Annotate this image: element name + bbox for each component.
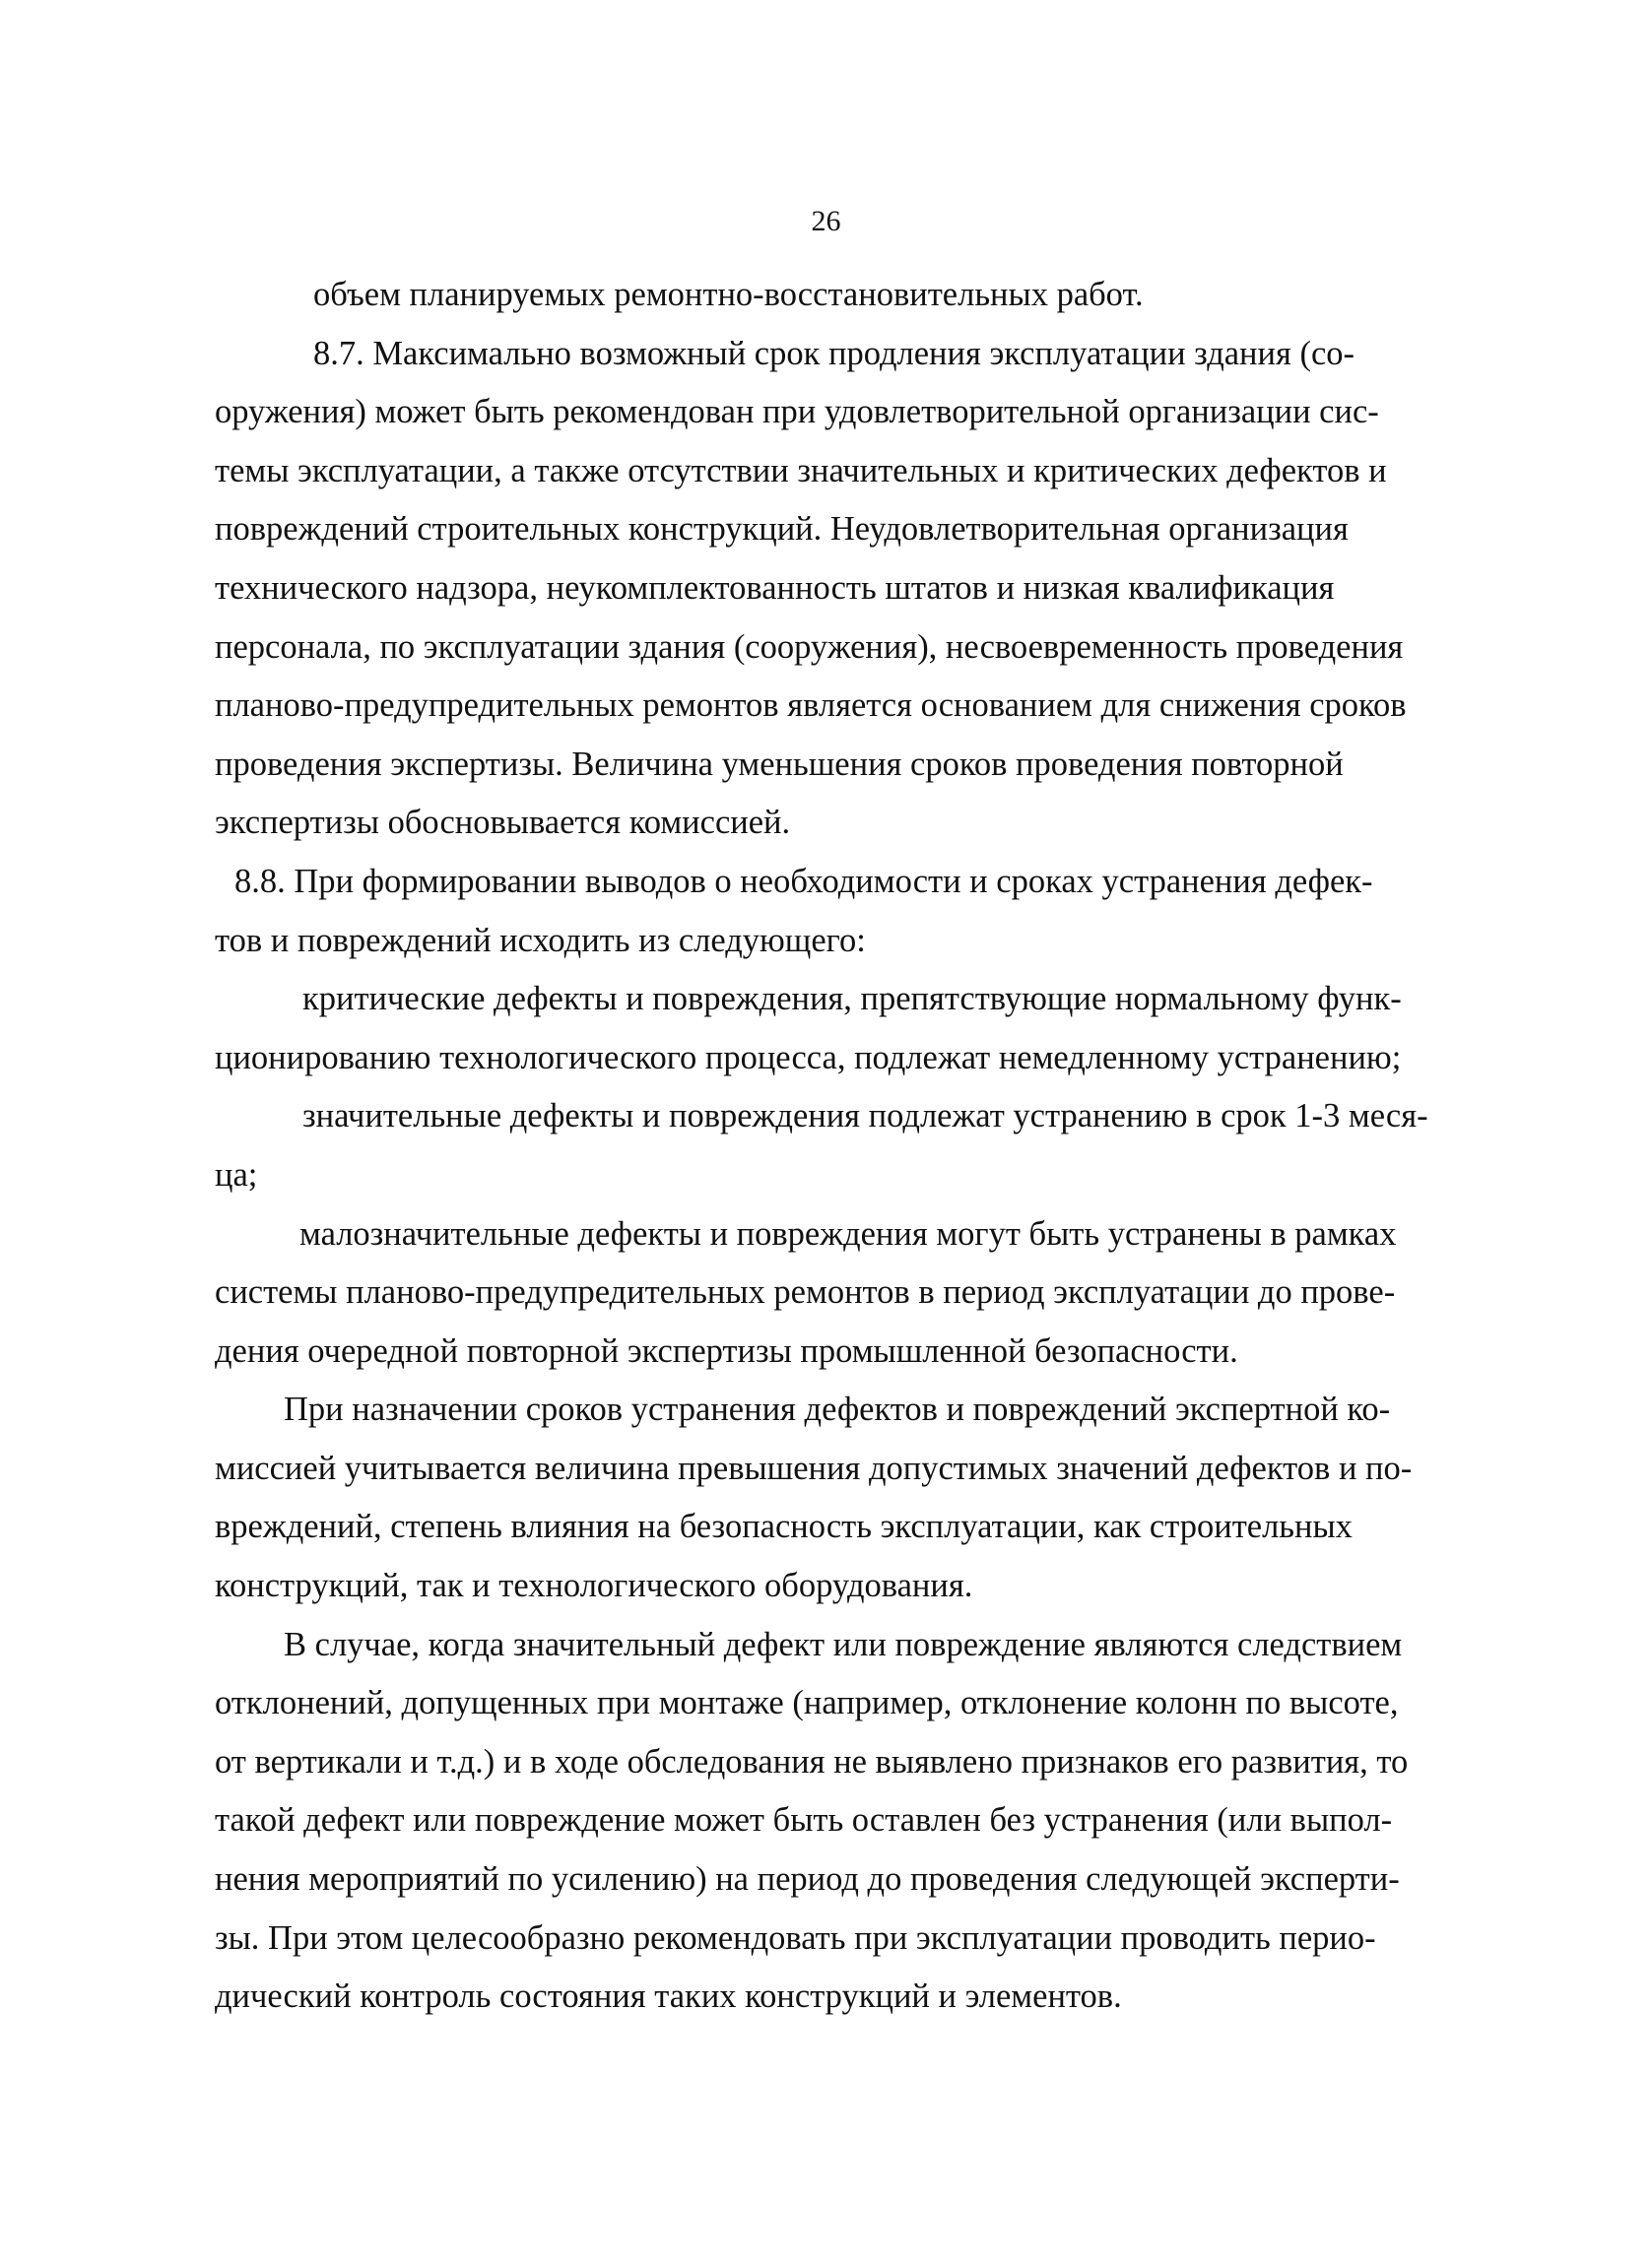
text-line: малозначительные дефекты и повреждения могут быть устранены в рамках (299, 1214, 1397, 1253)
text-line: ционированию технологического процесса, подлежат немедленному устранению; (215, 1038, 1402, 1076)
text-line: В случае, когда значительный дефект или повреждение являются следствием (284, 1625, 1403, 1663)
text-line: отклонений, допущенных при монтаже (например, отклонение колонн по высоте, (215, 1684, 1399, 1722)
text-line: дения очередной повторной экспертизы промышленной безопасности. (215, 1331, 1238, 1370)
text-line: конструкций, так и технологического оборудования. (215, 1567, 973, 1605)
text-line: персонала, по эксплуатации здания (сооружения), несвоевременность проведения (215, 627, 1404, 666)
text-line: При назначении сроков устранения дефектов и повреждений экспертной ко- (284, 1391, 1391, 1429)
text-line: вреждений, степень влияния на безопасность эксплуатации, как строительных (215, 1508, 1353, 1546)
text-line: технического надзора, неукомплектованность штатов и низкая квалификация (215, 568, 1335, 607)
text-line: экспертизы обосновывается комиссией. (215, 804, 791, 842)
text-line: дический контроль состояния таких конструкций и элементов. (215, 1977, 1122, 2016)
text-line: критические дефекты и повреждения, препятствующие нормальному функ- (302, 980, 1402, 1018)
text-line: темы эксплуатации, а также отсутствии значительных и критических дефектов и (215, 451, 1387, 489)
text-line: планово-предупредительных ремонтов является основанием для снижения сроков (215, 686, 1407, 725)
text-line: 8.8. При формировании выводов о необходимости и сроках устранения дефек- (234, 862, 1373, 900)
page-number: 26 (811, 205, 841, 237)
text-line: от вертикали и т.д.) и в ходе обследования не выявлено признаков его развития, то (215, 1742, 1409, 1781)
text-line: системы планово-предупредительных ремонтов в период эксплуатации до прове- (215, 1273, 1396, 1312)
text-line: проведения экспертизы. Величина уменьшения сроков проведения повторной (215, 745, 1344, 783)
text-line: повреждений строительных конструкций. Неудовлетворительная организация (215, 510, 1349, 549)
text-line: 8.7. Максимально возможный срок продления эксплуатации здания (со- (313, 334, 1355, 372)
text-line: объем планируемых ремонтно-восстановительных работ. (313, 276, 1144, 313)
text-line: нения мероприятий по усилению) на период до проведения следующей эксперти- (215, 1860, 1400, 1899)
text-line: оружения) может быть рекомендован при удовлетворительной организации сис- (215, 393, 1379, 431)
text-line: значительные дефекты и повреждения подлежат устранению в срок 1-3 меся- (302, 1097, 1428, 1135)
text-line: ца; (215, 1155, 258, 1194)
text-line: миссией учитывается величина превышения допустимых значений дефектов и по- (215, 1449, 1413, 1487)
text-line: зы. При этом целесообразно рекомендовать при эксплуатации проводить перио- (215, 1918, 1376, 1957)
text-line: тов и повреждений исходить из следующего: (215, 921, 866, 959)
body-text (215, 266, 1446, 2027)
text-line: такой дефект или повреждение может быть оставлен без устранения (или выпол- (215, 1801, 1393, 1840)
